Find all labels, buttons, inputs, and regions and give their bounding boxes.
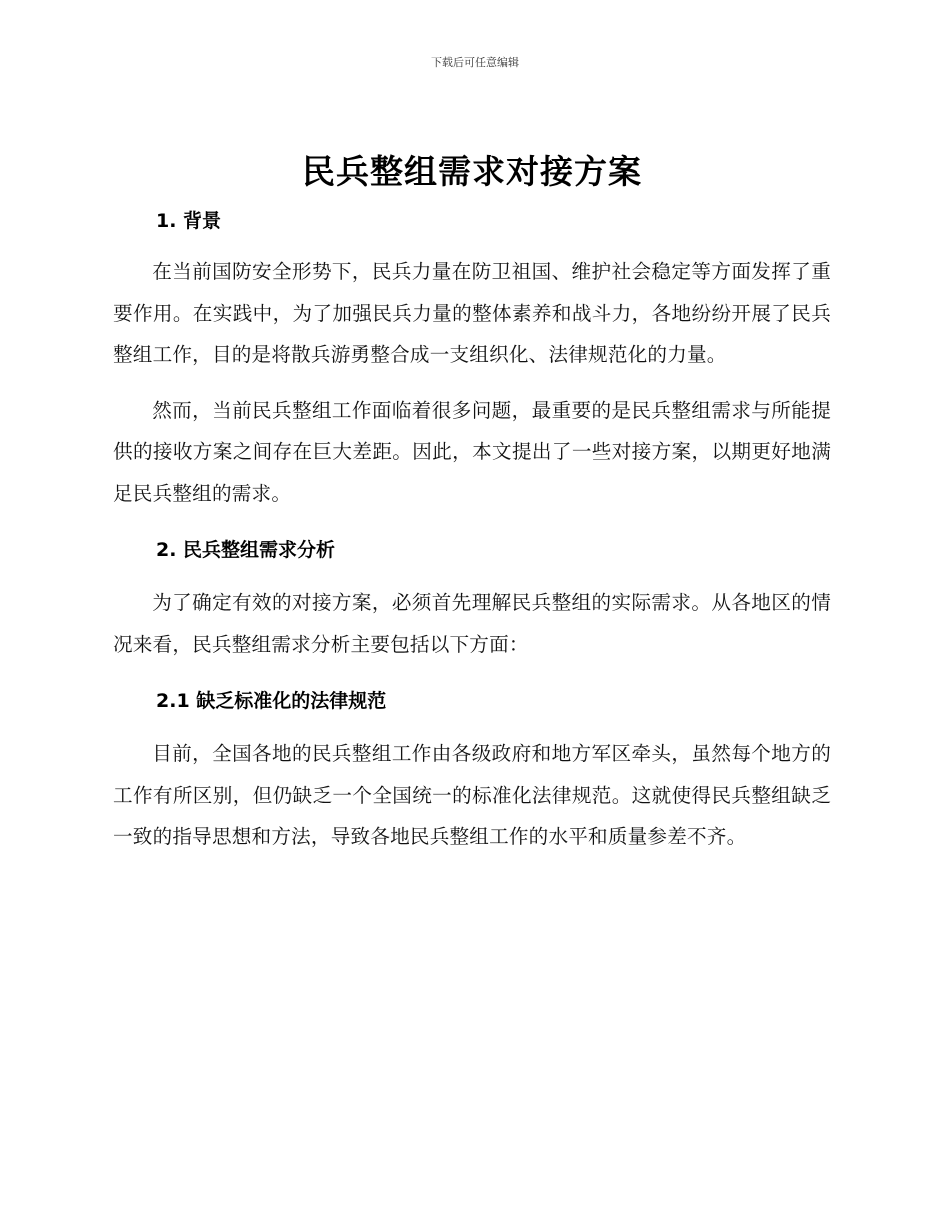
paragraph: 然而，当前民兵整组工作面临着很多问题，最重要的是民兵整组需求与所能提供的接收方案之间存在巨大差距。因此，本文提出了一些对接方案，以期更好地满足民兵整组的需求。 bbox=[113, 398, 831, 505]
document-title: 民兵整组需求对接方案 bbox=[302, 152, 642, 191]
page-header-note: 下载后可任意编辑 bbox=[431, 56, 519, 69]
paragraph: 在当前国防安全形势下，民兵力量在防卫祖国、维护社会稳定等方面发挥了重要作用。在实践中，为了加强民兵力量的整体素养和战斗力，各地纷纷开展了民兵整组工作，目的是将散兵游勇整合成一支组织化、法律规范化的力量。 bbox=[113, 260, 831, 366]
section-heading-background: 1. 背景 bbox=[156, 210, 222, 232]
subsection-heading-legal-norms: 2.1 缺乏标准化的法律规范 bbox=[156, 690, 387, 712]
section-heading-needs-analysis: 2. 民兵整组需求分析 bbox=[156, 539, 336, 561]
document-body bbox=[113, 145, 831, 872]
paragraph: 目前，全国各地的民兵整组工作由各级政府和地方军区牵头，虽然每个地方的工作有所区别，但仍缺乏一个全国统一的标准化法律规范。这就使得民兵整组缺乏一致的指导思想和方法，导致各地民兵整组工作的水平和质量参差不齐。 bbox=[113, 742, 831, 848]
paragraph: 为了确定有效的对接方案，必须首先理解民兵整组的实际需求。从各地区的情况来看，民兵整组需求分析主要包括以下方面： bbox=[113, 591, 831, 656]
